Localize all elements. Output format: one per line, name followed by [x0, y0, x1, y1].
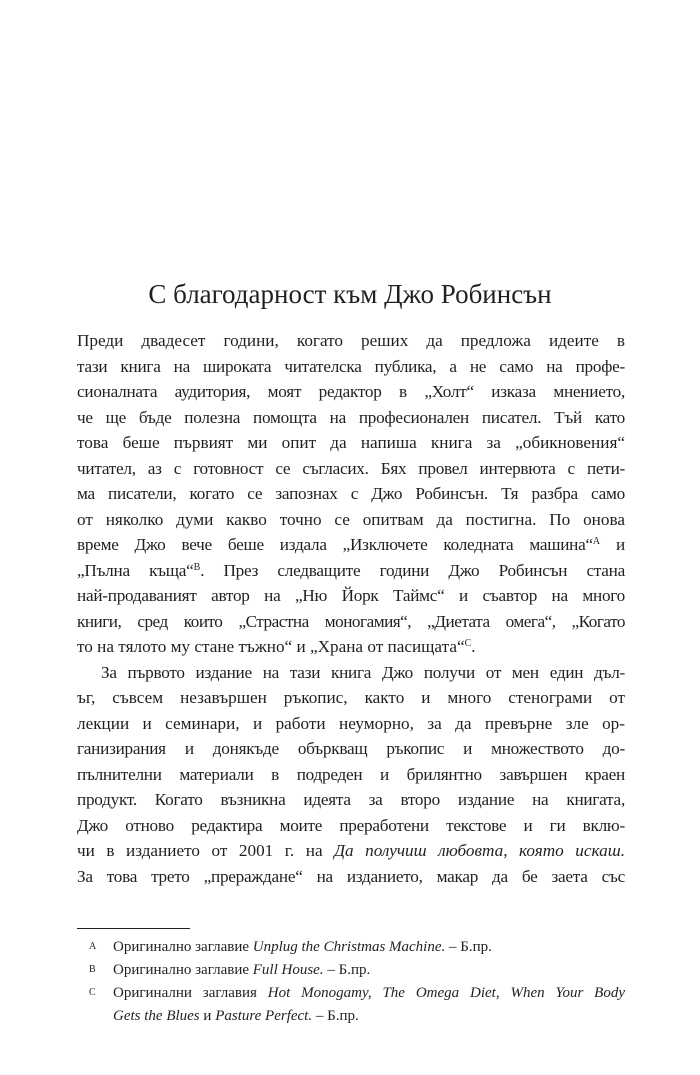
footnote-b	[77, 959, 625, 982]
footnote-suffix: – Б.пр.	[323, 962, 371, 978]
line-text: чи в изданието от 2001 г. на	[77, 841, 335, 860]
footnotes	[77, 936, 625, 1028]
footnote-c	[77, 982, 625, 1028]
footnote-connector: и	[199, 1008, 216, 1024]
paragraph-line	[77, 558, 625, 584]
line-text: време Джо вече беше издала „Изключете коледната машина“	[77, 535, 593, 554]
footnote-mark: B	[89, 964, 96, 975]
paragraph-line: Преди двадесет години, когато реших да предложа идеите в	[77, 331, 625, 350]
footnote-title: Unplug the Christmas Machine.	[252, 939, 446, 955]
paragraph-line: това беше първият ми опит да напиша книга за „обикновения“	[77, 433, 625, 452]
paragraph-line: ма писатели, когато се запознах с Джо Робинсън. Тя разбра само	[77, 484, 625, 503]
footnote-mark: C	[89, 987, 96, 998]
paragraph-line: от няколко думи какво точно се опитвам да постигна. По онова	[77, 509, 625, 529]
footnote-prefix: Оригинални заглавия	[113, 985, 268, 1001]
footnote-title: Full House.	[252, 962, 324, 978]
paragraph-line: ъг, съвсем незавършен ръкопис, както и много стенограми от	[77, 688, 625, 707]
paragraph-line	[77, 532, 625, 558]
body-text	[77, 328, 625, 889]
footnote-ref-a: A	[592, 536, 601, 547]
footnote-text	[113, 982, 625, 1005]
paragraph-line: ганизирания и донякъде объркващ ръкопис и множеството до-	[77, 739, 625, 758]
footnote-title: Gets the Blues	[113, 1008, 200, 1024]
paragraph-line: книги, сред които „Страстна моногамия“, „Диетата омега“, „Когато	[77, 611, 625, 631]
paragraph-line: читател, аз с готовност се съгласих. Бях провел интервюта с пети-	[77, 458, 625, 478]
footnote-ref-b: B	[193, 561, 201, 573]
footnote-suffix: – Б.пр.	[445, 939, 492, 955]
paragraph-line: тази книга на широката читателска публика, а не само на профе-	[77, 356, 625, 376]
paragraph-line: сионалната аудитория, моят редактор в „Холт“ изказа мнението,	[77, 382, 625, 401]
footnote-prefix: Оригинално заглавие	[113, 939, 253, 955]
book-title: Да получиш любовта, която искаш.	[334, 841, 625, 860]
paragraph-line: За първото издание на тази книга Джо получи от мен един дъл-	[101, 662, 625, 682]
footnote-divider	[77, 928, 190, 929]
paragraph-line: Джо отново редактира моите преработени текстове и ги вклю-	[77, 815, 625, 835]
chapter-heading: С благодарност към Джо Робинсън	[148, 279, 552, 309]
footnote-suffix: – Б.пр.	[312, 1008, 359, 1024]
paragraph-line: пълнителни материали в подреден и брилянтно завършен краен	[77, 764, 625, 784]
paragraph-line	[77, 838, 625, 864]
footnote-text	[113, 936, 625, 959]
line-text: .	[471, 637, 476, 656]
footnote-title: Pasture Perfect.	[215, 1008, 313, 1024]
footnote-ref-c: C	[464, 638, 472, 649]
paragraph-line: лекции и семинари, и работи неуморно, за да превърне зле ор-	[77, 713, 625, 733]
paragraph-line: най-продаваният автор на „Ню Йорк Таймс“ и съавтор на много	[77, 586, 625, 605]
footnote-title: Hot Monogamy, The Omega Diet, When Your Body	[267, 985, 625, 1001]
footnote-a	[77, 936, 625, 959]
footnote-text	[113, 1005, 625, 1028]
paragraph-line: че ще бъде полезна помощта на професионален писател. Тъй като	[77, 407, 625, 427]
line-text: то на тялото му стане тъжно“ и „Храна от пасищата“	[77, 637, 465, 656]
line-text: „Пълна къща“	[77, 560, 194, 580]
footnote-prefix: Оригинално заглавие	[113, 962, 253, 978]
paragraph-line: продукт. Когато възникна идеята за второ издание на книгата,	[77, 790, 625, 809]
footnote-mark: A	[89, 941, 97, 952]
paragraph-line	[77, 634, 625, 660]
line-text: и	[600, 535, 625, 554]
paragraph-line: За това трето „прераждане“ на изданието, макар да бе заета със	[77, 866, 625, 886]
line-text: . През следващите години Джо Робинсън стана	[200, 560, 625, 580]
footnote-text	[113, 959, 625, 982]
